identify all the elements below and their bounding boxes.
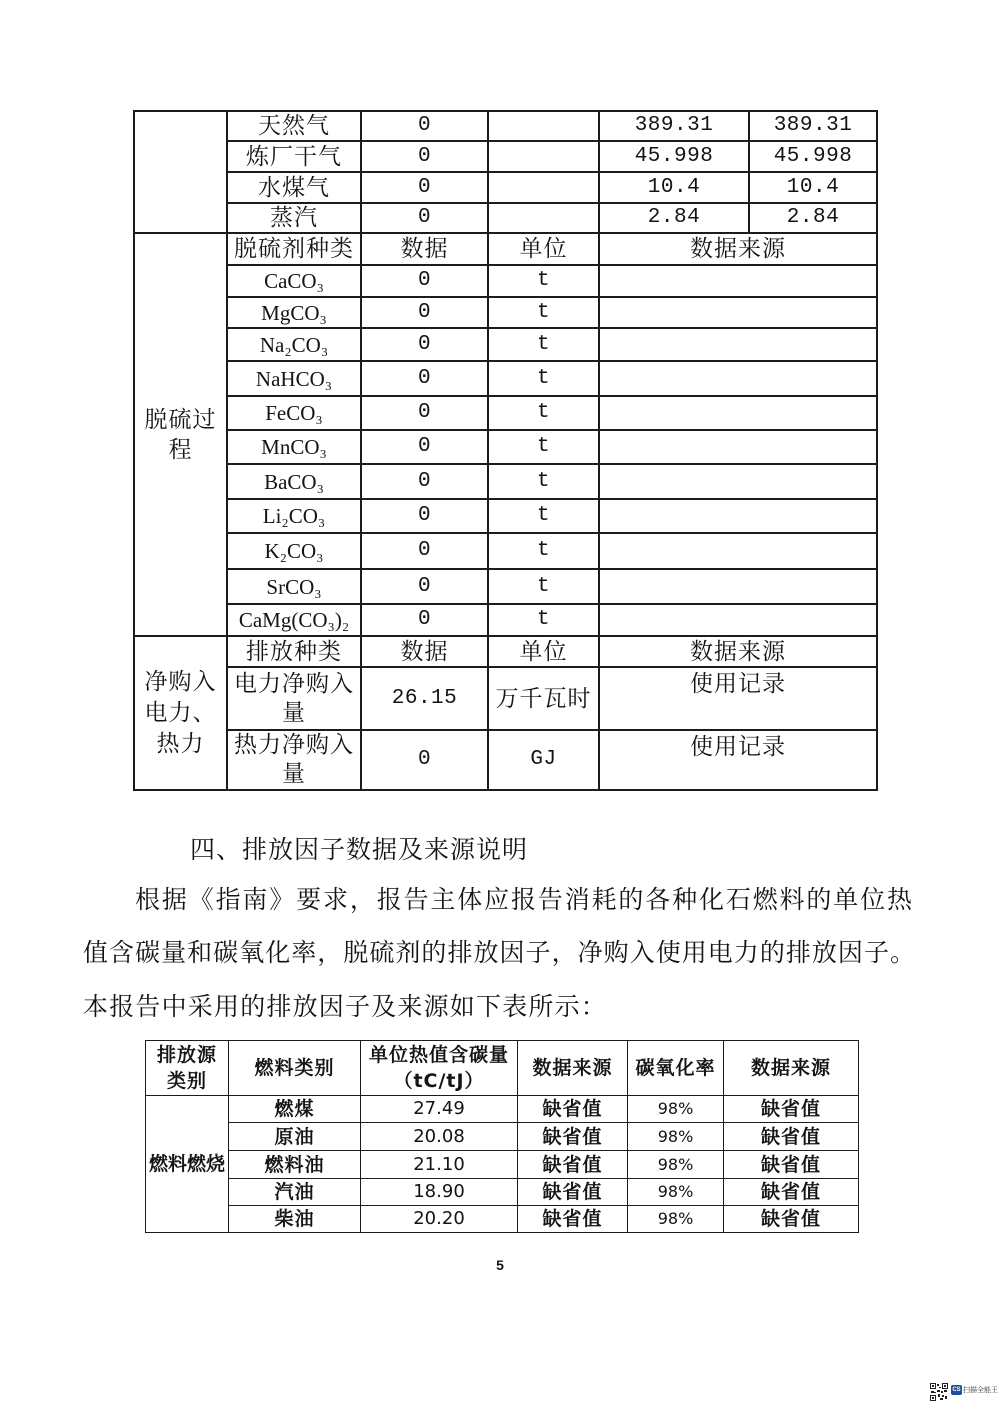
purchased-energy-unit: GJ <box>488 730 599 790</box>
desulfurization-header-row <box>134 233 877 265</box>
desulfurizer-unit: t <box>488 396 599 430</box>
purchased-energy-name: 电力净购入量 <box>227 667 361 730</box>
desulfurizer-unit: t <box>488 265 599 297</box>
desulfurizer-source <box>599 533 877 569</box>
fuel-row <box>134 111 877 141</box>
scanner-app-logo: CS <box>952 1387 961 1393</box>
column-header-unit: 单位 <box>488 636 599 667</box>
desulfurizer-row <box>134 569 877 604</box>
desulfurizer-unit: t <box>488 297 599 328</box>
paragraph-line: 值含碳量和碳氧化率，脱硫剂的排放因子，净购入使用电力的排放因子。 <box>83 938 915 967</box>
desulfurizer-value: 0 <box>361 297 488 328</box>
desulfurizer-name: FeCO₃ <box>227 396 361 430</box>
column-header-emission-type: 排放种类 <box>227 636 361 667</box>
fuel-figure-2: 2.84 <box>749 203 877 233</box>
desulfurizer-unit: t <box>488 328 599 361</box>
desulfurizer-source <box>599 430 877 464</box>
section-label-cell <box>134 111 227 233</box>
fuel-name: 水煤气 <box>227 172 361 203</box>
desulfurizer-row <box>134 265 877 297</box>
desulfurizer-value: 0 <box>361 265 488 297</box>
column-header-data: 数据 <box>361 636 488 667</box>
carbon-source-value: 缺省值 <box>518 1151 628 1179</box>
purchased-energy-source: 使用记录 <box>599 667 877 730</box>
factor-row <box>146 1179 859 1206</box>
desulfurizer-value: 0 <box>361 533 488 569</box>
fuel-value: 0 <box>361 172 488 203</box>
fuel-desulfurization-purchase-table <box>133 110 878 791</box>
carbon-content-value: 27.49 <box>361 1096 518 1123</box>
purchased-energy-section-label: 净购入电力、热力 <box>134 636 227 790</box>
desulfurizer-source <box>599 297 877 328</box>
desulfurizer-source <box>599 265 877 297</box>
fuel-type: 柴油 <box>229 1206 361 1233</box>
desulfurizer-name: SrCO₃ <box>227 569 361 604</box>
column-header-oxidation-source: 数据来源 <box>724 1041 859 1096</box>
factor-row <box>146 1206 859 1233</box>
desulfurizer-source <box>599 499 877 533</box>
factor-row <box>146 1096 859 1123</box>
desulfurizer-value: 0 <box>361 361 488 396</box>
fuel-figure-2: 389.31 <box>749 111 877 141</box>
purchased-energy-row <box>134 667 877 730</box>
carbon-content-value: 20.08 <box>361 1123 518 1151</box>
oxidation-source-value: 缺省值 <box>724 1206 859 1233</box>
page-number: 5 <box>496 1257 504 1273</box>
fuel-figure-1: 389.31 <box>599 111 749 141</box>
desulfurization-section-label: 脱硫过程 <box>134 233 227 636</box>
purchased-energy-row <box>134 730 877 790</box>
carbon-content-value: 20.20 <box>361 1206 518 1233</box>
fuel-value: 0 <box>361 111 488 141</box>
fuel-name: 蒸汽 <box>227 203 361 233</box>
fuel-empty-cell <box>488 203 599 233</box>
purchased-energy-name: 热力净购入量 <box>227 730 361 790</box>
desulfurizer-source <box>599 604 877 636</box>
oxidation-rate-value: 98% <box>628 1179 724 1206</box>
qr-code-icon <box>930 1383 948 1401</box>
desulfurizer-source <box>599 569 877 604</box>
column-header-unit: 单位 <box>488 233 599 265</box>
fuel-value: 0 <box>361 203 488 233</box>
desulfurizer-name: NaHCO₃ <box>227 361 361 396</box>
carbon-source-value: 缺省值 <box>518 1179 628 1206</box>
purchased-energy-header-row <box>134 636 877 667</box>
desulfurizer-unit: t <box>488 361 599 396</box>
desulfurizer-row <box>134 499 877 533</box>
fuel-empty-cell <box>488 141 599 172</box>
factor-row <box>146 1151 859 1179</box>
desulfurizer-unit: t <box>488 604 599 636</box>
fuel-row <box>134 203 877 233</box>
oxidation-source-value: 缺省值 <box>724 1151 859 1179</box>
oxidation-source-value: 缺省值 <box>724 1123 859 1151</box>
desulfurizer-row <box>134 533 877 569</box>
fuel-figure-2: 45.998 <box>749 141 877 172</box>
desulfurizer-row <box>134 297 877 328</box>
desulfurizer-unit: t <box>488 533 599 569</box>
oxidation-rate-value: 98% <box>628 1206 724 1233</box>
desulfurizer-unit: t <box>488 499 599 533</box>
desulfurizer-unit: t <box>488 464 599 499</box>
desulfurizer-unit: t <box>488 430 599 464</box>
desulfurizer-value: 0 <box>361 604 488 636</box>
fuel-figure-1: 2.84 <box>599 203 749 233</box>
fuel-type: 燃料油 <box>229 1151 361 1179</box>
column-header-emission-source-category: 排放源类别 <box>146 1041 229 1096</box>
fuel-empty-cell <box>488 111 599 141</box>
purchased-energy-value: 0 <box>361 730 488 790</box>
desulfurizer-name: CaCO₃ <box>227 265 361 297</box>
fuel-type: 燃煤 <box>229 1096 361 1123</box>
desulfurizer-row <box>134 396 877 430</box>
desulfurizer-value: 0 <box>361 569 488 604</box>
desulfurizer-name: Na₂CO₃ <box>227 328 361 361</box>
desulfurizer-value: 0 <box>361 499 488 533</box>
carbon-content-label: 单位热值含碳量 <box>368 1044 509 1066</box>
desulfurizer-row <box>134 430 877 464</box>
fuel-name: 天然气 <box>227 111 361 141</box>
carbon-content-value: 21.10 <box>361 1151 518 1179</box>
oxidation-source-value: 缺省值 <box>724 1179 859 1206</box>
purchased-energy-source: 使用记录 <box>599 730 877 790</box>
desulfurizer-unit: t <box>488 569 599 604</box>
column-header-oxidation-rate: 碳氧化率 <box>628 1041 724 1096</box>
column-header-source: 数据来源 <box>599 233 877 265</box>
scanner-app-brand: 扫描全能王 <box>963 1386 998 1394</box>
paragraph-line: 根据《指南》要求，报告主体应报告消耗的各种化石燃料的单位热 <box>135 885 912 914</box>
emission-source-category: 燃料燃烧 <box>146 1096 229 1233</box>
desulfurizer-value: 0 <box>361 430 488 464</box>
oxidation-rate-value: 98% <box>628 1123 724 1151</box>
fuel-row <box>134 141 877 172</box>
desulfurizer-name: BaCO₃ <box>227 464 361 499</box>
column-header-source: 数据来源 <box>599 636 877 667</box>
desulfurizer-name: K₂CO₃ <box>227 533 361 569</box>
oxidation-rate-value: 98% <box>628 1096 724 1123</box>
column-header-fuel-type: 燃料类别 <box>229 1041 361 1096</box>
desulfurizer-name: CaMg(CO₃)₂ <box>227 604 361 636</box>
carbon-source-value: 缺省值 <box>518 1096 628 1123</box>
desulfurizer-name: Li₂CO₃ <box>227 499 361 533</box>
oxidation-source-value: 缺省值 <box>724 1096 859 1123</box>
carbon-content-value: 18.90 <box>361 1179 518 1206</box>
fuel-row <box>134 172 877 203</box>
column-header-desulfurizer-type: 脱硫剂种类 <box>227 233 361 265</box>
desulfurizer-row <box>134 361 877 396</box>
fuel-figure-2: 10.4 <box>749 172 877 203</box>
carbon-source-value: 缺省值 <box>518 1123 628 1151</box>
paragraph-line: 本报告中采用的排放因子及来源如下表所示： <box>83 992 608 1021</box>
fuel-name: 炼厂干气 <box>227 141 361 172</box>
emission-factor-table <box>145 1040 859 1233</box>
factor-table-header-row <box>146 1041 859 1096</box>
oxidation-rate-value: 98% <box>628 1151 724 1179</box>
column-header-carbon-content <box>361 1041 518 1096</box>
fuel-empty-cell <box>488 172 599 203</box>
fuel-figure-1: 45.998 <box>599 141 749 172</box>
factor-row <box>146 1123 859 1151</box>
desulfurizer-value: 0 <box>361 464 488 499</box>
purchased-energy-value: 26.15 <box>361 667 488 730</box>
fuel-type: 汽油 <box>229 1179 361 1206</box>
fuel-value: 0 <box>361 141 488 172</box>
carbon-source-value: 缺省值 <box>518 1206 628 1233</box>
fuel-type: 原油 <box>229 1123 361 1151</box>
desulfurizer-row <box>134 464 877 499</box>
column-header-carbon-source: 数据来源 <box>518 1041 628 1096</box>
desulfurizer-name: MnCO₃ <box>227 430 361 464</box>
purchased-energy-unit: 万千瓦时 <box>488 667 599 730</box>
fuel-figure-1: 10.4 <box>599 172 749 203</box>
desulfurizer-value: 0 <box>361 328 488 361</box>
desulfurizer-value: 0 <box>361 396 488 430</box>
desulfurizer-name: MgCO₃ <box>227 297 361 328</box>
desulfurizer-source <box>599 328 877 361</box>
column-header-data: 数据 <box>361 233 488 265</box>
desulfurizer-row <box>134 328 877 361</box>
carbon-content-unit: （tC/tJ） <box>393 1070 485 1092</box>
desulfurizer-source <box>599 464 877 499</box>
section-heading: 四、排放因子数据及来源说明 <box>190 835 529 864</box>
desulfurizer-row <box>134 604 877 636</box>
desulfurizer-source <box>599 396 877 430</box>
desulfurizer-source <box>599 361 877 396</box>
